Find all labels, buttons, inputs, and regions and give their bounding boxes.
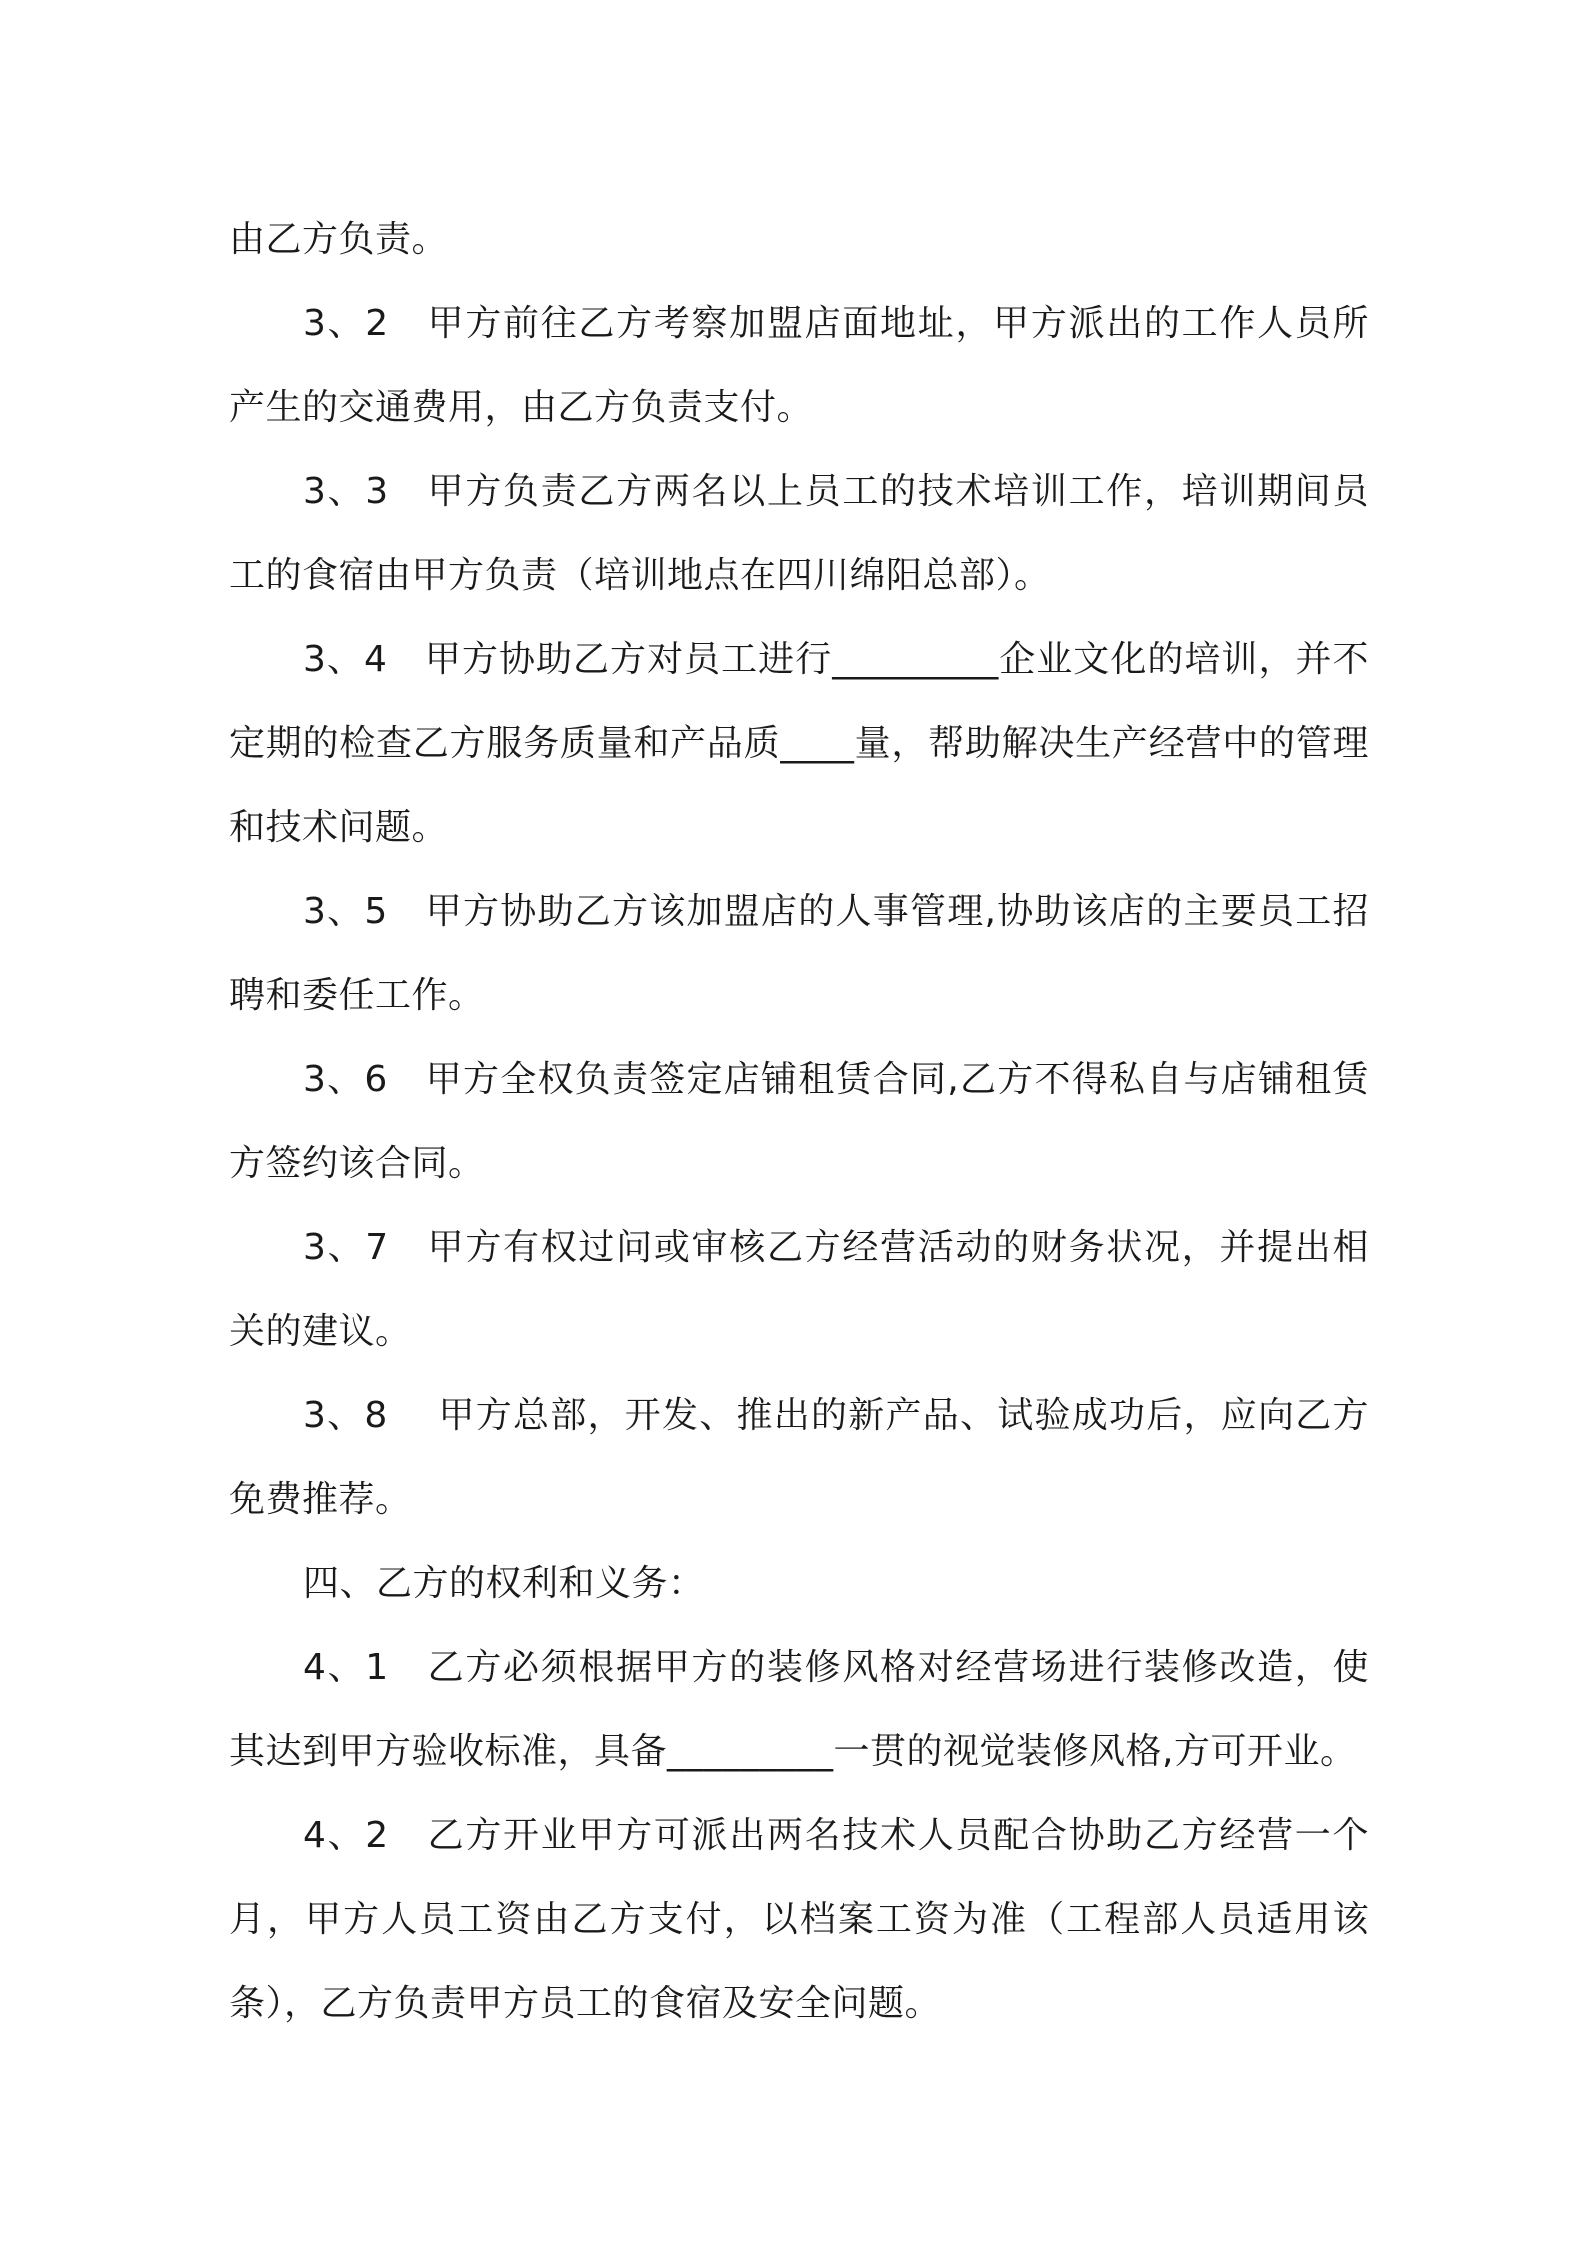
clause-3-4: 3、4 甲方协助乙方对员工进行_________企业文化的培训，并不定期的检查乙方服务质量和产品质____量，帮助解决生产经营中的管理和技术问题。 — [229, 639, 1369, 848]
clause-4-2: 4、2 乙方开业甲方可派出两名技术人员配合协助乙方经营一个月，甲方人员工资由乙方支付，以档案工资为准（工程部人员适用该条），乙方负责甲方员工的食宿及安全问题。 — [229, 1815, 1369, 2024]
section-heading-4: 四、乙方的权利和义务： — [303, 1563, 705, 1604]
document-body — [229, 198, 1369, 2046]
clause-3-5: 3、5 甲方协助乙方该加盟店的人事管理,协助该店的主要员工招聘和委任工作。 — [229, 891, 1369, 1016]
clause-3-8: 3、8 甲方总部，开发、推出的新产品、试验成功后，应向乙方免费推荐。 — [229, 1395, 1369, 1520]
clause-3-3: 3、3 甲方负责乙方两名以上员工的技术培训工作，培训期间员工的食宿由甲方负责（培训地点在四川绵阳总部）。 — [229, 471, 1369, 596]
clause-3-6: 3、6 甲方全权负责签定店铺租赁合同,乙方不得私自与店铺租赁方签约该合同。 — [229, 1059, 1369, 1184]
paragraph-continuation: 由乙方负责。 — [229, 219, 449, 260]
clause-4-1: 4、1 乙方必须根据甲方的装修风格对经营场进行装修改造，使其达到甲方验收标准，具备_________一贯的视觉装修风格,方可开业。 — [229, 1647, 1369, 1772]
clause-3-2: 3、2 甲方前往乙方考察加盟店面地址，甲方派出的工作人员所产生的交通费用，由乙方负责支付。 — [229, 303, 1369, 428]
clause-3-7: 3、7 甲方有权过问或审核乙方经营活动的财务状况，并提出相关的建议。 — [229, 1227, 1369, 1352]
